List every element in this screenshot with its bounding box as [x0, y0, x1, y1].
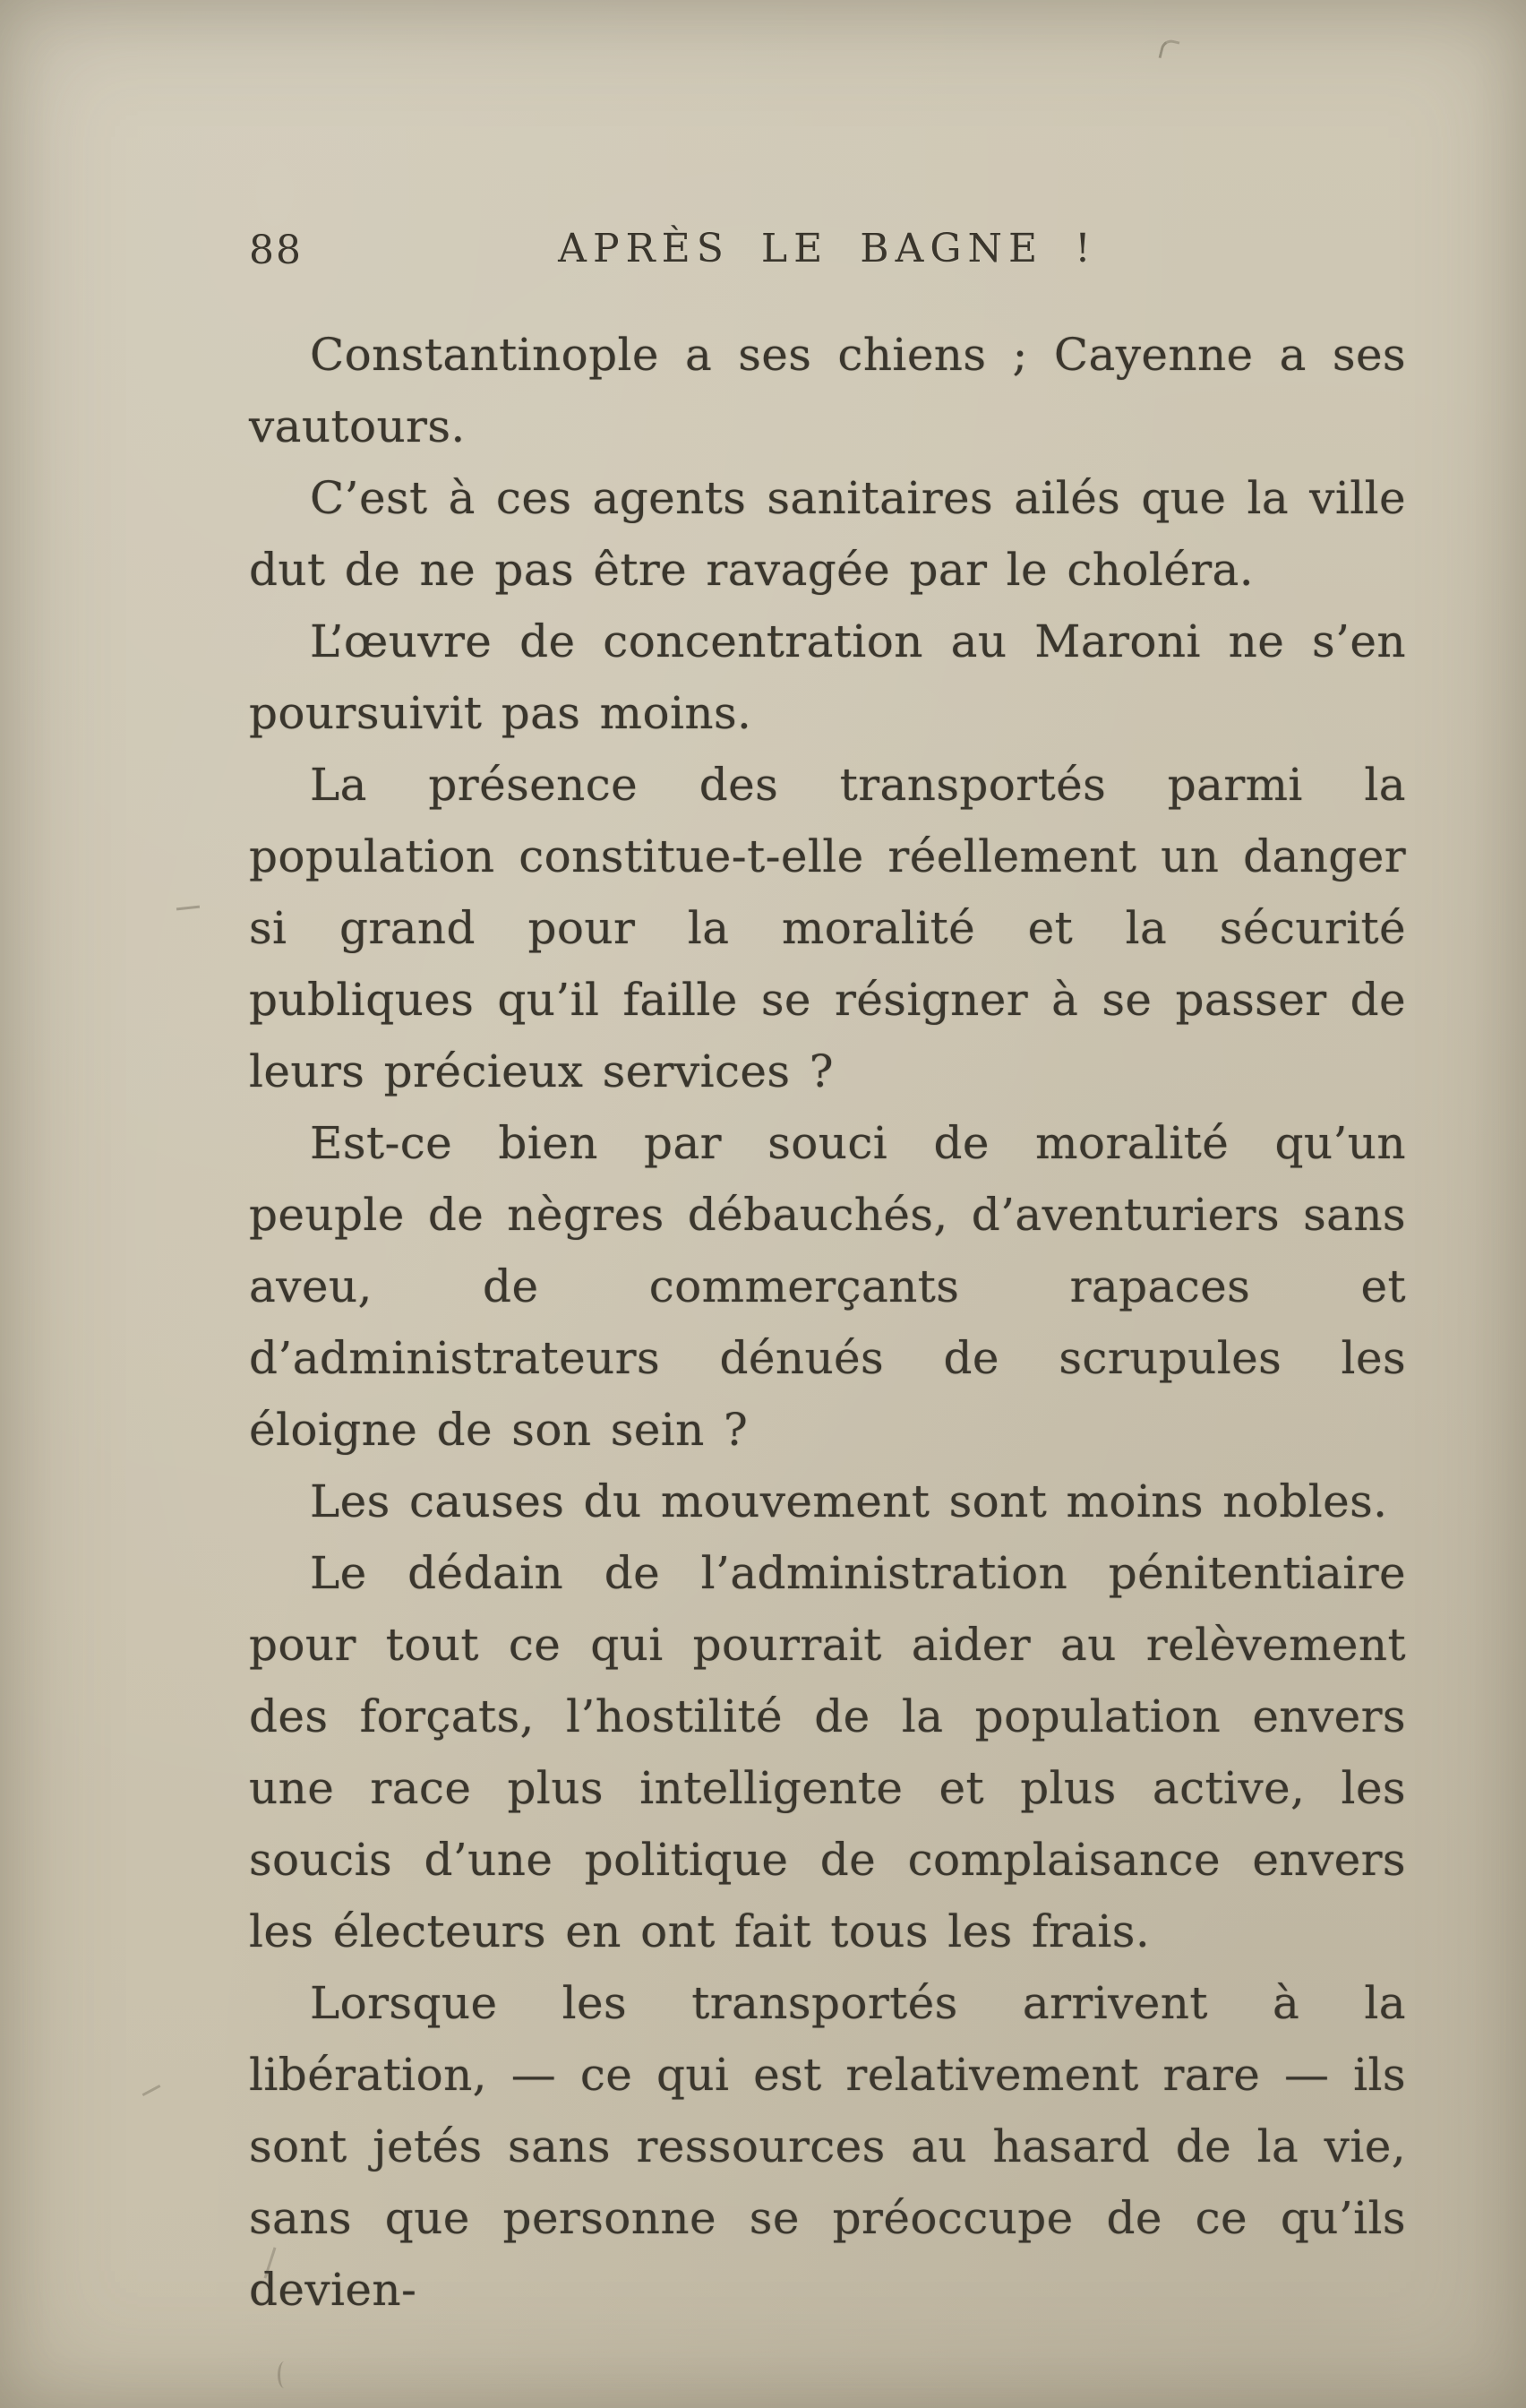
paragraph: Les causes du mouvement sont moins nobles.: [310, 1475, 1388, 1527]
paragraph: La présence des transportés parmi la population constitue-t-elle réellement un danger si grand pour la moralité et la sécurité publiques qu’il faille se résigner à se passer de leurs précieux services ?: [249, 759, 1406, 1097]
text-block: [249, 222, 1406, 2326]
scan-artifact: [1159, 38, 1180, 62]
page-body: [249, 319, 1406, 2326]
running-title: APRÈS LE BAGNE !: [558, 226, 1097, 271]
paragraph: L’œuvre de concentration au Maroni ne s’en poursuivit pas moins.: [249, 615, 1406, 739]
page-header: [249, 222, 1406, 292]
paragraph: Le dédain de l’administration pénitentiaire pour tout ce qui pourrait aider au relèvement des forçats, l’hostilité de la population envers une race plus intelligente et plus active, les soucis d’une politique de complaisance envers les électeurs en ont fait tous les frais.: [249, 1547, 1406, 1957]
paragraph: C’est à ces agents sanitaires ailés que la ville dut de ne pas être ravagée par le choléra.: [249, 472, 1406, 596]
scan-artifact: [176, 906, 200, 911]
page-number: 88: [249, 228, 303, 273]
paragraph: Est-ce bien par souci de moralité qu’un peuple de nègres débauchés, d’aventuriers sans aveu, de commerçants rapaces et d’administrateurs dénués de scrupules les éloigne de son sein ?: [249, 1117, 1406, 1456]
paragraph: Lorsque les transportés arrivent à la libération, — ce qui est relativement rare — ils sont jetés sans ressources au hasard de la vie, sans que personne se préoccupe de ce qu’ils devien-: [249, 1977, 1406, 2316]
paragraph: Constantinople a ses chiens ; Cayenne a ses vautours.: [249, 329, 1406, 452]
scan-artifact: [142, 2085, 161, 2096]
scan-artifact: [278, 2361, 291, 2388]
